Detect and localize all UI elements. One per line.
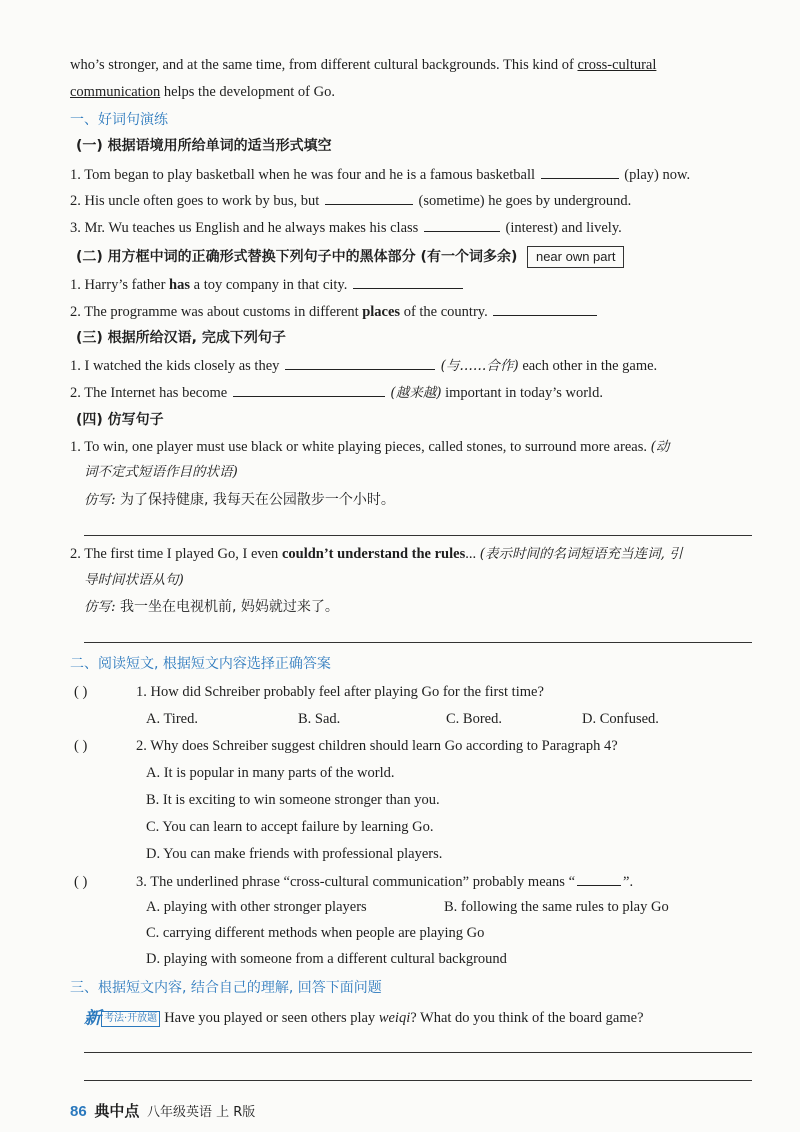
section2-title: 二、阅读短文, 根据短文内容选择正确答案	[70, 656, 331, 672]
brand-logo: 典中点	[94, 1102, 140, 1120]
answer-line[interactable]	[84, 642, 752, 643]
answer-paren[interactable]: ( )	[74, 874, 88, 890]
part2-q1: 1. Harry’s father has a toy company in that city.	[70, 274, 465, 295]
footer	[70, 1101, 255, 1123]
answer-blank[interactable]	[541, 164, 619, 179]
underlined-phrase-cont: communication	[70, 84, 161, 100]
mc-question-1: ( ) 1. How did Schreiber probably feel after playing Go for the first time?	[74, 684, 544, 700]
part1-q2: 2. His uncle often goes to work by bus, but (sometime) he goes by underground.	[70, 190, 631, 211]
answer-paren[interactable]: ( )	[74, 684, 88, 700]
answer-blank[interactable]	[493, 301, 597, 316]
option[interactable]: B. following the same rules to play Go	[444, 899, 669, 915]
answer-line[interactable]	[84, 1052, 752, 1053]
option[interactable]: C. Bored.	[446, 711, 502, 727]
option[interactable]: A. playing with other stronger players	[146, 899, 367, 915]
passage-line-1: who’s stronger, and at the same time, from different cultural backgrounds. This kind of cross-cultural	[70, 57, 657, 73]
answer-paren[interactable]: ( )	[74, 738, 88, 754]
part4-q1-hint: 词不定式短语作目的状语)	[84, 464, 238, 480]
part4-q2: 2. The first time I played Go, I even couldn’t understand the rules... (表示时间的名词短语充当连词, 引	[70, 546, 683, 562]
page-number: 86	[70, 1103, 87, 1120]
option[interactable]: C. You can learn to accept failure by learning Go.	[146, 819, 434, 835]
mc-question-2: ( ) 2. Why does Schreiber suggest children should learn Go according to Paragraph 4?	[74, 738, 618, 754]
section3-title: 三、根据短文内容, 结合自己的理解, 回答下面问题	[70, 980, 382, 996]
answer-blank[interactable]	[577, 871, 621, 886]
passage-line-2: communication helps the development of Go.	[70, 84, 335, 100]
option[interactable]: D. You can make friends with professional players.	[146, 846, 443, 862]
underlined-phrase: cross-cultural	[577, 57, 657, 73]
question-type-tag: 考法·开放题	[101, 1011, 160, 1027]
part2-title: (二) 用方框中词的正确形式替换下列句子中的黑体部分 (有一个词多余)	[76, 249, 518, 265]
part4-q1: 1. To win, one player must use black or white playing pieces, called stones, to surround more areas. (动	[70, 439, 670, 455]
part3-q1: 1. I watched the kids closely as they (与……合作) each other in the game.	[70, 355, 657, 376]
option[interactable]: B. It is exciting to win someone stronger than you.	[146, 792, 440, 808]
option[interactable]: D. playing with someone from a different cultural background	[146, 951, 507, 967]
part3-title: (三) 根据所给汉语, 完成下列句子	[76, 330, 286, 346]
option[interactable]: C. carrying different methods when people are playing Go	[146, 925, 485, 941]
option[interactable]: A. Tired.	[146, 711, 198, 727]
imitate-2: 仿写: 我一坐在电视机前, 妈妈就过来了。	[84, 599, 339, 615]
part1-title: (一) 根据语境用所给单词的适当形式填空	[76, 138, 332, 154]
part2-header	[76, 246, 624, 268]
answer-line[interactable]	[84, 1080, 752, 1081]
part1-q1: 1. Tom began to play basketball when he was four and he is a famous basketball (play) now.	[70, 164, 690, 185]
part2-q2: 2. The programme was about customs in different places of the country.	[70, 301, 599, 322]
imitate-1: 仿写: 为了保持健康, 我每天在公园散步一个小时。	[84, 492, 395, 508]
answer-line[interactable]	[84, 535, 752, 536]
part4-q2-hint: 导时间状语从句)	[84, 572, 184, 588]
part1-q3: 3. Mr. Wu teaches us English and he always makes his class (interest) and lively.	[70, 217, 622, 238]
option[interactable]: B. Sad.	[298, 711, 341, 727]
open-question: 新 考法·开放题 Have you played or seen others play weiqi? What do you think of the board game?	[84, 1008, 644, 1028]
answer-blank[interactable]	[424, 217, 500, 232]
answer-blank[interactable]	[233, 382, 385, 397]
book-title: 八年级英语 上 R版	[146, 1105, 256, 1120]
part3-q2: 2. The Internet has become (越来越) important in today’s world.	[70, 382, 603, 403]
answer-blank[interactable]	[353, 274, 463, 289]
part4-title: (四) 仿写句子	[76, 412, 164, 428]
answer-blank[interactable]	[325, 190, 413, 205]
new-mark: 新	[84, 1008, 101, 1028]
word-box: near own part	[527, 246, 625, 268]
option[interactable]: D. Confused.	[582, 711, 659, 727]
mc-question-3: ( ) 3. The underlined phrase “cross-cultural communication” probably means “ ”.	[74, 871, 633, 892]
section1-title: 一、好词句演练	[70, 112, 168, 128]
answer-blank[interactable]	[285, 355, 435, 370]
option[interactable]: A. It is popular in many parts of the world.	[146, 765, 395, 781]
